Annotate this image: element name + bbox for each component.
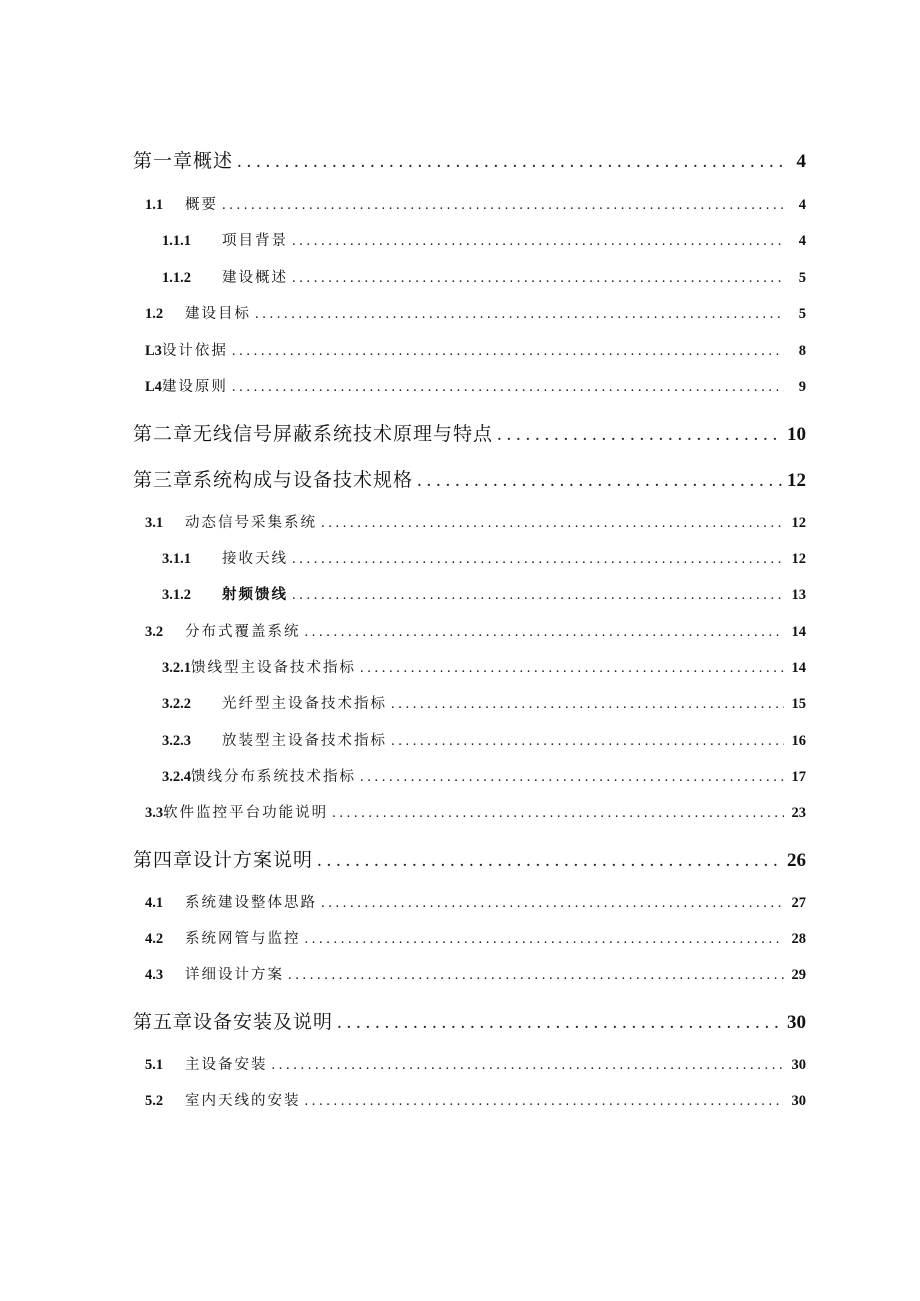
- toc-entry-page: 10: [787, 424, 806, 445]
- toc-entry-title: 软件监控平台功能说明: [163, 805, 329, 821]
- toc-entry-page: 17: [791, 769, 806, 785]
- toc-entry-title: 动态信号采集系统: [185, 515, 317, 531]
- toc-entry-number: 5.2: [145, 1093, 164, 1109]
- toc-entry-chapter-5[interactable]: [133, 1007, 806, 1034]
- toc-entry-title: 概要: [185, 197, 218, 213]
- toc-entry-number: 3.1.2: [162, 587, 191, 603]
- toc-entry-page: 4: [796, 151, 806, 172]
- toc-entry-title: 建设目标: [185, 306, 251, 322]
- toc-entry-1-1-2[interactable]: [162, 266, 806, 287]
- toc-entry-title: 放装型主设备技术指标: [222, 733, 387, 749]
- toc-entry-page: 30: [791, 1057, 806, 1073]
- dot-leader: [321, 515, 784, 532]
- dot-leader: [292, 233, 784, 250]
- toc-entry-3-2-4[interactable]: [162, 765, 806, 786]
- toc-entry-number: 5.1: [145, 1057, 164, 1073]
- dot-leader: [305, 624, 785, 641]
- toc-entry-title: 主设备安装: [185, 1057, 268, 1073]
- toc-entry-title: 系统网管与监控: [185, 931, 301, 947]
- dot-leader: [232, 379, 784, 396]
- dot-leader: [237, 151, 784, 173]
- toc-entry-4-2[interactable]: [145, 927, 806, 948]
- toc-entry-page: 13: [791, 587, 806, 603]
- toc-entry-page: 29: [791, 967, 806, 983]
- dot-leader: [222, 197, 784, 214]
- toc-entry-3-2[interactable]: [145, 620, 806, 641]
- toc-entry-number: 1.1: [145, 197, 164, 213]
- toc-entry-title: 建设概述: [222, 270, 288, 286]
- toc-entry-title: 设计依据: [161, 343, 228, 359]
- toc-entry-title: 项目背景: [222, 233, 288, 249]
- toc-entry-5-2[interactable]: [145, 1089, 806, 1110]
- toc-entry-title: 建设原则: [161, 379, 228, 395]
- toc-entry-page: 30: [791, 1093, 806, 1109]
- toc-entry-3-1[interactable]: [145, 511, 806, 532]
- dot-leader: [305, 1093, 785, 1110]
- dot-leader: [391, 696, 784, 713]
- toc-entry-1-1[interactable]: [145, 193, 806, 214]
- toc-entry-page: 15: [791, 696, 806, 712]
- toc-entry-3-2-2[interactable]: [162, 692, 806, 713]
- toc-entry-3-3[interactable]: [145, 801, 806, 822]
- toc-entry-number: 1.1.2: [162, 270, 191, 286]
- toc-entry-number: 3.2.2: [162, 696, 191, 712]
- toc-entry-4-3[interactable]: [145, 963, 806, 984]
- toc-entry-number: 3.2.3: [162, 733, 191, 749]
- toc-entry-number: 1.2: [145, 306, 164, 322]
- toc-entry-title: 详细设计方案: [185, 967, 284, 983]
- toc-entry-title: 第三章系统构成与设备技术规格: [133, 469, 414, 491]
- toc-entry-number: 3.1: [145, 515, 164, 531]
- toc-entry-number: 4.3: [145, 967, 164, 983]
- dot-leader: [292, 587, 784, 604]
- toc-entry-number: 1.1.1: [162, 233, 191, 249]
- dot-leader: [332, 805, 784, 822]
- toc-entry-page: 30: [787, 1012, 806, 1033]
- toc-entry-page: 16: [791, 733, 806, 749]
- toc-entry-number: 3.1.1: [162, 551, 191, 567]
- dot-leader: [292, 270, 784, 287]
- toc-entry-number: 4.1: [145, 895, 164, 911]
- toc-entry-1-1-1[interactable]: [162, 229, 806, 250]
- toc-entry-chapter-3[interactable]: [133, 465, 806, 492]
- dot-leader: [497, 424, 783, 446]
- dot-leader: [321, 895, 784, 912]
- toc-entry-4-1[interactable]: [145, 891, 806, 912]
- toc-entry-page: 9: [798, 379, 806, 395]
- toc-entry-number: 3.2.4: [162, 769, 191, 785]
- toc-entry-number: L3: [145, 343, 162, 359]
- toc-entry-page: 14: [791, 624, 806, 640]
- dot-leader: [317, 850, 783, 872]
- toc-entry-page: 12: [791, 515, 806, 531]
- toc-entry-title: 系统建设整体思路: [185, 895, 317, 911]
- dot-leader: [305, 931, 785, 948]
- toc-entry-title: 馈线型主设备技术指标: [191, 660, 356, 676]
- toc-entry-1-4[interactable]: [145, 375, 806, 396]
- dot-leader: [391, 733, 784, 750]
- toc-entry-page: 12: [787, 470, 806, 491]
- dot-leader: [288, 967, 784, 984]
- dot-leader: [255, 306, 784, 323]
- toc-entry-page: 4: [798, 197, 806, 213]
- dot-leader: [360, 660, 784, 677]
- dot-leader: [417, 470, 783, 492]
- toc-entry-chapter-4[interactable]: [133, 845, 806, 872]
- toc-entry-title: 第五章设备安装及说明: [133, 1011, 334, 1033]
- toc-entry-3-2-3[interactable]: [162, 729, 806, 750]
- toc-entry-number: 3.2.1: [162, 660, 191, 676]
- toc-entry-page: 4: [798, 233, 806, 249]
- toc-entry-chapter-1[interactable]: [133, 146, 806, 173]
- toc-entry-page: 12: [791, 551, 806, 567]
- toc-entry-chapter-2[interactable]: [133, 419, 806, 446]
- toc-entry-title: 第二章无线信号屏蔽系统技术原理与特点: [133, 423, 494, 445]
- toc-entry-page: 27: [791, 895, 806, 911]
- toc-entry-1-3[interactable]: [145, 339, 806, 360]
- toc-entry-page: 23: [791, 805, 806, 821]
- dot-leader: [272, 1057, 785, 1074]
- toc-entry-number: L4: [145, 379, 162, 395]
- toc-entry-number: 3.2: [145, 624, 164, 640]
- toc-entry-title: 分布式覆盖系统: [185, 624, 301, 640]
- toc-entry-3-1-1[interactable]: [162, 547, 806, 568]
- toc-entry-1-2[interactable]: [145, 302, 806, 323]
- toc-entry-3-1-2[interactable]: [162, 583, 806, 604]
- dot-leader: [232, 343, 784, 360]
- toc-entry-title: 第一章概述: [133, 150, 234, 172]
- toc-entry-number: 3.3: [145, 805, 164, 821]
- toc-entry-page: 14: [791, 660, 806, 676]
- toc-entry-title: 第四章设计方案说明: [133, 849, 314, 871]
- toc-entry-number: 4.2: [145, 931, 164, 947]
- dot-leader: [337, 1012, 783, 1034]
- toc-entry-title: 射频馈线: [222, 586, 288, 603]
- toc-entry-page: 8: [798, 343, 806, 359]
- toc-entry-page: 5: [798, 270, 806, 286]
- toc-entry-5-1[interactable]: [145, 1053, 806, 1074]
- toc-entry-3-2-1[interactable]: [162, 656, 806, 677]
- toc-entry-page: 28: [791, 931, 806, 947]
- toc-entry-page: 26: [787, 850, 806, 871]
- toc-entry-title: 接收天线: [222, 551, 288, 567]
- toc-entry-page: 5: [798, 306, 806, 322]
- toc-entry-title: 光纤型主设备技术指标: [222, 696, 387, 712]
- toc-entry-title: 室内天线的安装: [185, 1093, 301, 1109]
- dot-leader: [292, 551, 784, 568]
- toc-entry-title: 馈线分布系统技术指标: [191, 769, 356, 785]
- dot-leader: [360, 769, 784, 786]
